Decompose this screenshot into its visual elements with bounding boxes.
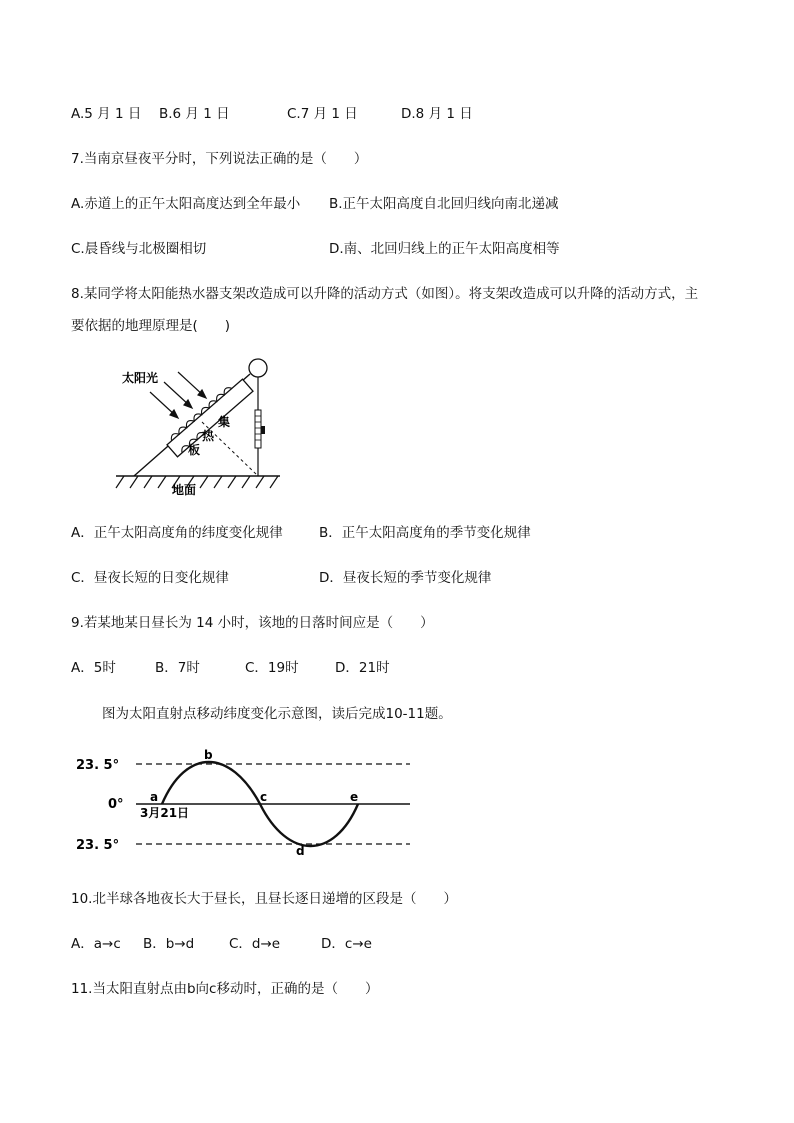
start-date-label: 3月21日 [140, 806, 190, 820]
q10-option-b: B．b→d [143, 936, 195, 952]
q6-option-d: D.8 月 1 日 [401, 106, 473, 122]
q8-option-a: A．正午太阳高度角的纬度变化规律 [71, 525, 283, 541]
point-e: e [350, 790, 359, 804]
point-b: b [204, 748, 213, 762]
q8-option-c: C．昼夜长短的日变化规律 [71, 570, 229, 586]
sunlight-rays [150, 372, 206, 418]
water-tank [249, 359, 267, 377]
y-label-north: 23. 5° [76, 758, 120, 773]
q9-option-b: B．7时 [155, 660, 200, 676]
q10-option-a: A．a→c [71, 936, 121, 952]
point-c: c [260, 790, 268, 804]
q10-stem: 10.北半球各地夜长大于昼长，且昼长逐日递增的区段是（ ） [71, 891, 457, 907]
q11-stem: 11.当太阳直射点由b向c移动时，正确的是（ ） [71, 981, 379, 997]
q6-option-c: C.7 月 1 日 [287, 106, 358, 122]
solar-heater-figure [110, 352, 290, 497]
point-a: a [150, 790, 159, 804]
q7-stem: 7.当南京昼夜平分时，下列说法正确的是（ ） [71, 151, 368, 167]
ground-label: 地面 [172, 483, 197, 497]
q9-option-c: C．19时 [245, 660, 299, 676]
panel-label-1: 集 [218, 415, 231, 429]
panel-label-2: 热 [202, 429, 215, 443]
q7-option-b: B.正午太阳高度自北回归线向南北递减 [329, 196, 559, 212]
q9-option-d: D．21时 [335, 660, 390, 676]
q8-stem-line2: 要依据的地理原理是( ) [71, 318, 231, 334]
subsolar-point-figure [74, 744, 414, 859]
q10-option-c: C．d→e [229, 936, 281, 952]
y-label-equator: 0° [108, 797, 124, 812]
point-d: d [296, 844, 305, 858]
q9-stem: 9.若某地某日昼长为 14 小时，该地的日落时间应是（ ） [71, 615, 434, 631]
q8-option-d: D．昼夜长短的季节变化规律 [319, 570, 492, 586]
q7-option-c: C.晨昏线与北极圈相切 [71, 241, 207, 257]
q6-option-b: B.6 月 1 日 [159, 106, 230, 122]
y-label-south: 23. 5° [76, 838, 120, 853]
q9-option-a: A．5时 [71, 660, 116, 676]
intro-10-11: 图为太阳直射点移动纬度变化示意图，读后完成10-11题。 [102, 706, 452, 722]
q8-option-b: B．正午太阳高度角的季节变化规律 [319, 525, 531, 541]
post-knob [261, 426, 265, 434]
ground-hatching [116, 476, 278, 488]
panel-label-3: 板 [188, 443, 201, 457]
q7-option-a: A.赤道上的正午太阳高度达到全年最小 [71, 196, 301, 212]
sunlight-label: 太阳光 [122, 371, 159, 385]
q6-option-a: A.5 月 1 日 [71, 106, 142, 122]
q10-option-d: D．c→e [321, 936, 372, 952]
q8-stem-line1: 8.某同学将太阳能热水器支架改造成可以升降的活动方式（如图）。将支架改造成可以升降的活动方式，主 [71, 286, 699, 302]
q7-option-d: D.南、北回归线上的正午太阳高度相等 [329, 241, 560, 257]
